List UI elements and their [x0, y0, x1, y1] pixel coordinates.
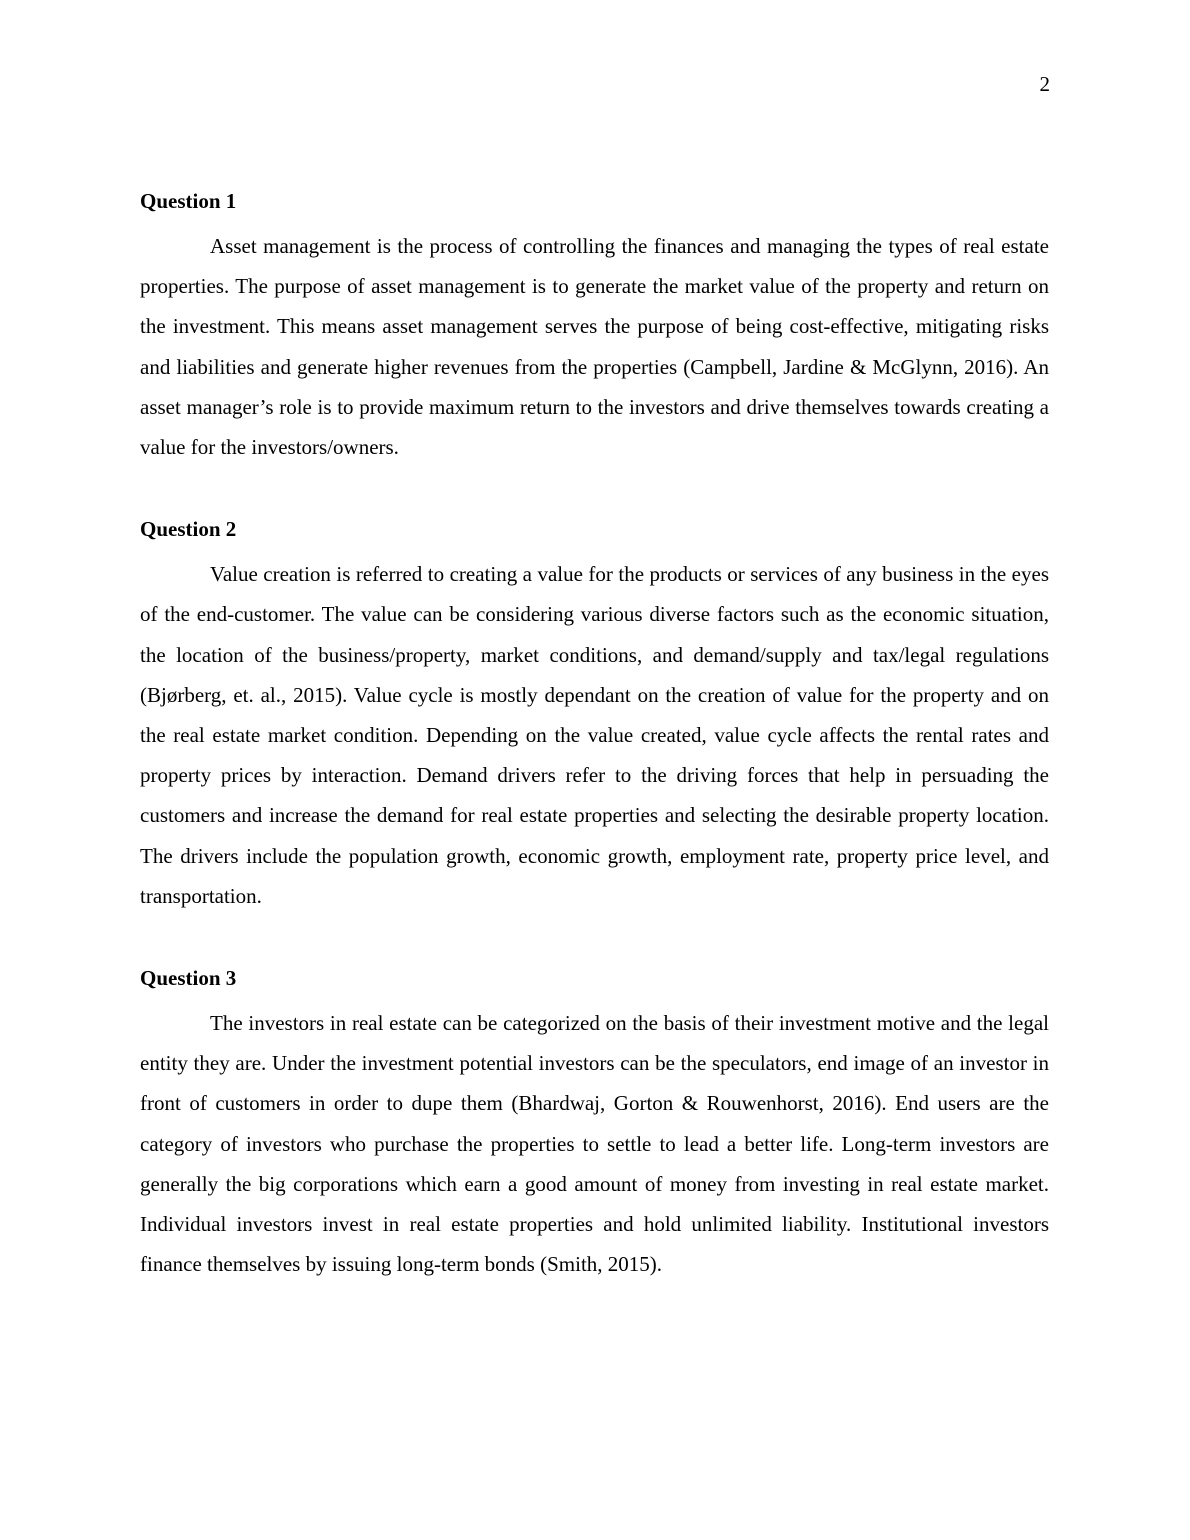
section-question-3 [140, 963, 1049, 1284]
section-paragraph: Value creation is referred to creating a value for the products or services of any business in the eyes of the end-customer. The value can be considering various diverse factors such as the economic situation, the location of the business/property, market conditions, and demand/supply and tax/legal regulations (Bjørberg, et. al., 2015). Value cycle is mostly dependant on the creation of value for the property and on the real estate market condition. Depending on the value created, value cycle affects the rental rates and property prices by interaction. Demand drivers refer to the driving forces that help in persuading the customers and increase the demand for real estate properties and selecting the desirable property location. The drivers include the population growth, economic growth, employment rate, property price level, and transportation. [140, 562, 1049, 908]
section-question-1 [140, 186, 1049, 467]
page-number: 2 [1039, 72, 1050, 96]
section-heading: Question 3 [140, 966, 237, 991]
section-heading: Question 1 [140, 189, 237, 213]
section-paragraph: The investors in real estate can be categorized on the basis of their investment motive and the legal entity they are. Under the investment potential investors can be the speculators, end image of an investor in front of customers in order to dupe them (Bhardwaj, Gorton & Rouwenhorst, 2016). End users are the category of investors who purchase the properties to settle to lead a better life. Long-term investors are generally the big corporations which earn a good amount of money from investing in real estate market. Individual investors invest in real estate properties and hold unlimited liability. Institutional investors finance themselves by issuing long-term bonds (Smith, 2015). [140, 1011, 1049, 1277]
section-question-2 [140, 514, 1049, 916]
section-paragraph: Asset management is the process of controlling the finances and managing the types of real estate properties. The purpose of asset management is to generate the market value of the property and return on the investment. This means asset management serves the purpose of being cost-effective, mitigating risks and liabilities and generate higher revenues from the properties (Campbell, Jardine & McGlynn, 2016). An asset manager’s role is to provide maximum return to the investors and drive themselves towards creating a value for the investors/owners. [140, 234, 1049, 460]
document-body [140, 186, 1049, 1331]
section-heading: Question 2 [140, 517, 237, 542]
